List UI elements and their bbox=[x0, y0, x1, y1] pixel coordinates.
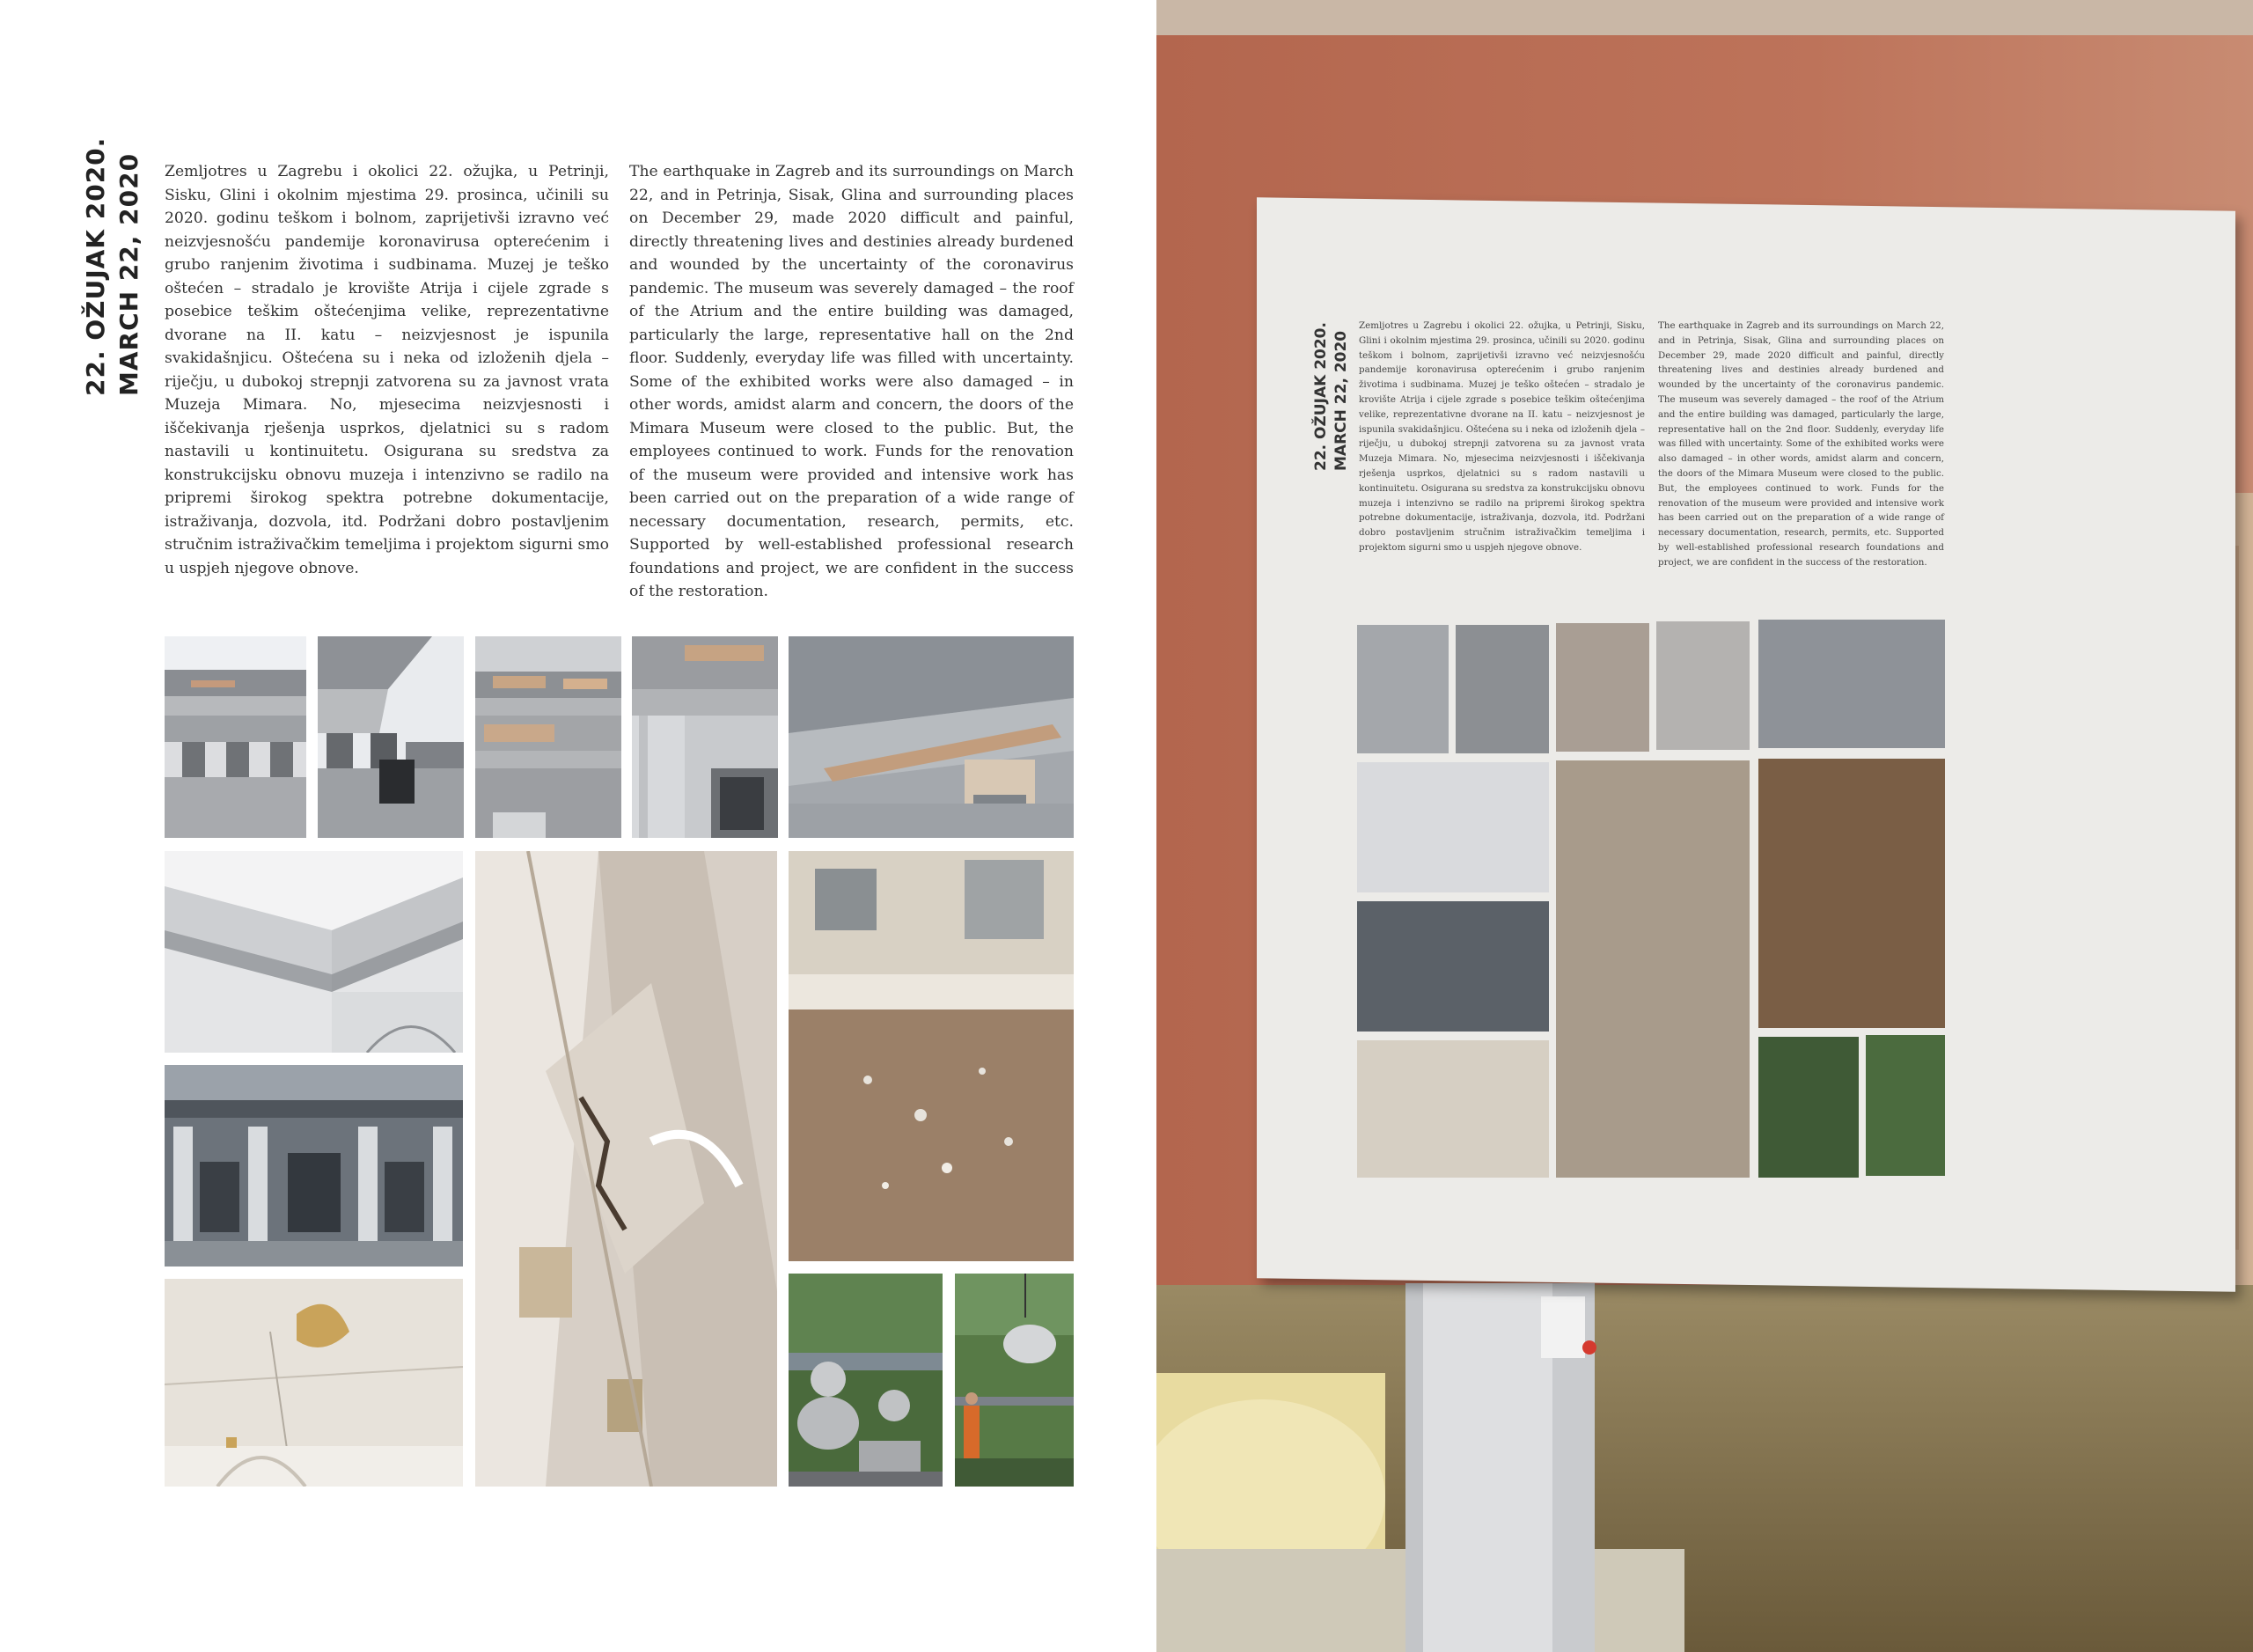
photo-urns-removed bbox=[789, 1274, 943, 1487]
text-english: The earthquake in Zagreb and its surroundings on March 22, and in Petrinja, Sisak, Glina and surrounding places on December 29, made 2020 difficult and painful, directly threatening lives and destinies already burdened and wounded by the uncertainty of the coronavirus pandemic. The museum was severely damaged – the roof of the Atrium and the entire building was damaged, particularly the large, representative hall on the 2nd floor. Suddenly, everyday life was filled with uncertainty. Some of the exhibited works were also damaged – in other words, amidst alarm and concern, the doors of the Mimara Museum were closed to the public. But, the employees continued to work. Funds for the renovation of the museum were provided and intensive work has been carried out on the preparation of a wide range of necessary documentation, research, permits, etc. Supported by well-established professional research foundations and project, we are confident in the success of the restoration. bbox=[629, 163, 1074, 600]
board-photo-cornice-corner bbox=[1456, 625, 1549, 753]
photo-ceiling-ornament bbox=[165, 1279, 463, 1487]
board-photo-urns-removed bbox=[1758, 1037, 1859, 1178]
photo-hall-debris bbox=[789, 851, 1074, 1261]
title-date-en: MARCH 22, 2020 bbox=[114, 152, 143, 396]
photo-peeling-molding bbox=[475, 636, 621, 838]
board-title-date-hr: 22. OŽUJAK 2020. bbox=[1312, 322, 1330, 471]
board-photo-ceiling-corner bbox=[1357, 762, 1549, 892]
board-photo-cracked-cornice bbox=[1758, 620, 1945, 748]
title-date-hr: 22. OŽUJAK 2020. bbox=[81, 136, 110, 396]
board-photo-ceiling-ornament bbox=[1357, 1040, 1549, 1178]
board-photo-hall-debris bbox=[1758, 759, 1945, 1028]
page-title bbox=[79, 137, 146, 396]
board-photo-column-capital bbox=[1656, 621, 1750, 750]
text-croatian: Zemljotres u Zagrebu i okolici 22. ožujka, u Petrinji, Sisku, Glini i okolnim mjestima 29. prosinca, učinili su 2020. godinu teškom i bolnom, zaprijetivši izravno već neizvjesnošću pandemije koronavirusa opterećenim i grubo ranjenim životima i sudbinama. Muzej je teško oštećen – stradalo je krovište Atrija i cijele zgrade s posebice teškim oštećenjima velike, reprezentativne dvorane na II. katu – neizvjesnost je ispunila svakidašnjicu. Oštećena su i neka od izloženih djela – riječju, u dubokoj strepnji zatvorena su za javnost vrata Muzeja Mimara. No, mjesecima neizvjesnosti i iščekivanja rješenja usprkos, djelatnici su s radom nastavili u kontinuitetu. Osigurana su sredstva za konstrukcijsku obnovu muzeja i intenzivno se radilo na pripremi širokog spektra potrebne dokumentacije, istraživanja, dozvola, itd. Podržani dobro postavljenim stručnim istraživačkim temeljima i projektom sigurni smo u uspjeh njegove obnove. bbox=[165, 163, 609, 577]
photo-column-capital bbox=[632, 636, 778, 838]
photo-cracked-cornice bbox=[789, 636, 1074, 838]
photo-ceiling-corner bbox=[165, 851, 463, 1053]
board-title-date-en: MARCH 22, 2020 bbox=[1332, 330, 1350, 471]
photo-urn-crane bbox=[955, 1274, 1074, 1487]
board-photo-peeling-molding bbox=[1556, 623, 1649, 752]
board-photo-cornice-brackets bbox=[1357, 625, 1449, 753]
board-text-croatian: Zemljotres u Zagrebu i okolici 22. ožujka, u Petrinji, Sisku, Glini i okolnim mjestima 29. prosinca, učinili su 2020. godinu teškom i bolnom, zaprijetivši izravno već neizvjesnošću pandemije koronavirusa opterećenim i grubo ranjenim životima i sudbinama. Muzej je teško oštećen – stradalo je krovište Atrija i cijele zgrade s posebice teškim oštećenjima velike, reprezentativne dvorane na II. katu – neizvjesnost je ispunila svakidašnjicu. Oštećena su i neka od izloženih djela – riječju, u dubokoj strepnji zatvorena su za javnost vrata Muzeja Mimara. No, mjesecima neizvjesnosti i iščekivanja rješenja usprkos, djelatnici su s radom nastavili u kontinuitetu. Osigurana su sredstva za konstrukcijsku obnovu muzeja i intenzivno se radilo na pripremi širokog spektra potrebne dokumentacije, istraživanja, dozvola, itd. Podržani dobro postavljenim stručnim istraživačkim temeljima i projektom sigurni smo u uspjeh njegove obnove. bbox=[1359, 320, 1645, 553]
photo-cornice-corner bbox=[318, 636, 464, 838]
board-photo-cracked-pillar bbox=[1556, 760, 1750, 1178]
board-photo-urn-crane bbox=[1866, 1035, 1945, 1176]
photo-facade bbox=[165, 1065, 463, 1267]
board-text-english: The earthquake in Zagreb and its surroundings on March 22, and in Petrinja, Sisak, Glina and surrounding places on December 29, made 2020 difficult and painful, directly threatening lives and destinies already burdened and wounded by the uncertainty of the coronavirus pandemic. The museum was severely damaged – the roof of the Atrium and the entire building was damaged, particularly the large, representative hall on the 2nd floor. Suddenly, everyday life was filled with uncertainty. Some of the exhibited works were also damaged – in other words, amidst alarm and concern, the doors of the Mimara Museum were closed to the public. But, the employees continued to work. Funds for the renovation of the museum were provided and intensive work has been carried out on the preparation of a wide range of necessary documentation, research, permits, etc. Supported by well-established professional research foundations and project, we are confident in the success of the restoration. bbox=[1658, 320, 1944, 568]
photo-cornice-brackets bbox=[165, 636, 306, 838]
board-title bbox=[1311, 322, 1352, 471]
photo-cracked-pillar bbox=[475, 851, 777, 1487]
board-photo-facade bbox=[1357, 901, 1549, 1032]
